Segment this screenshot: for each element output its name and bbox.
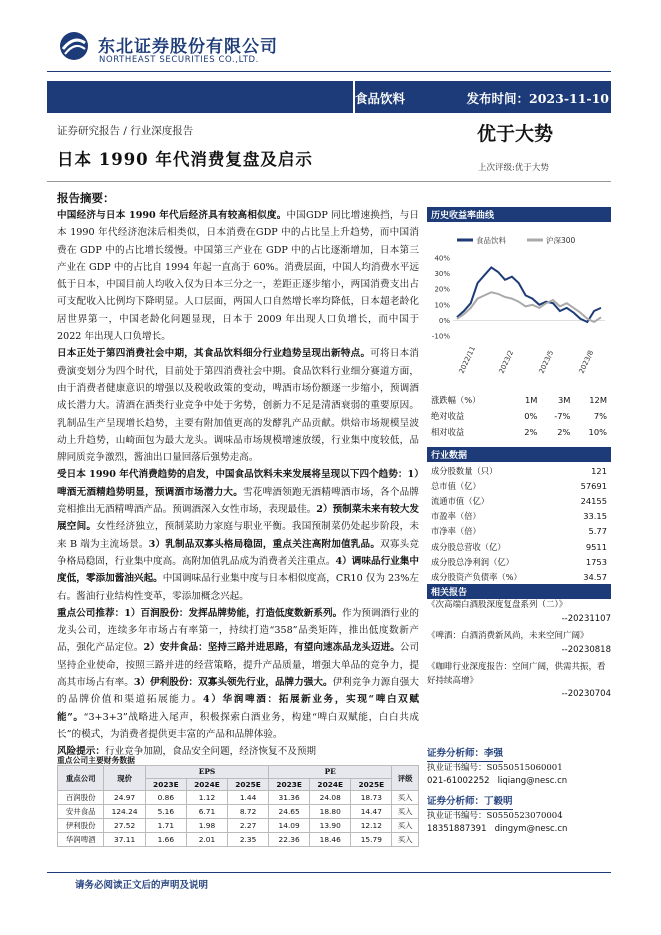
perf-value: 2% bbox=[524, 427, 538, 437]
market-data-row bbox=[429, 525, 609, 538]
fin-value: 22.36 bbox=[269, 833, 310, 847]
market-data-label: 成分股数量（只） bbox=[431, 465, 498, 476]
para-3-lead-d: 4）调味品行业集中度低，零添加酱油兴起。 bbox=[57, 555, 419, 585]
related-date: --20230704 bbox=[561, 689, 611, 699]
fin-value: 31.36 bbox=[269, 791, 310, 805]
para-4-lead-b: 2）安井食品：坚持三路并进思路，有望向速冻品龙头迈进。 bbox=[143, 642, 400, 654]
fin-col-rating: 评级 bbox=[392, 766, 419, 791]
para-4-lead-c: 3）伊利股份：双寡头领先行业，品牌力强大。 bbox=[133, 677, 333, 689]
fin-value: 18.46 bbox=[310, 833, 351, 847]
fin-value: 12.12 bbox=[351, 819, 392, 833]
y-tick-label: 30% bbox=[434, 270, 450, 279]
para-3-text-c: 双寡头竞争格局稳固，行业集中度高。高附加值乳品成为消费者关注重点。 bbox=[57, 538, 419, 567]
para-4-text-a: 作为预调酒行业的龙头公司，连续多年市场占有率第一，持续打造“358”品类矩阵，推出低度数新产品，强化产品定位。 bbox=[57, 607, 419, 654]
abstract-body bbox=[57, 207, 419, 761]
market-data-value: 121 bbox=[591, 465, 607, 476]
market-data-label: 成分股总营收（亿） bbox=[431, 541, 506, 552]
sector-label: 食品饮料 bbox=[354, 91, 405, 106]
fin-value: 14.09 bbox=[269, 819, 310, 833]
fin-row bbox=[58, 805, 419, 819]
x-tick-label: 2023/2 bbox=[497, 349, 516, 375]
fin-value: 37.11 bbox=[104, 833, 145, 847]
abstract-heading: 报告摘要： bbox=[57, 191, 115, 205]
perf-value: -7% bbox=[554, 411, 571, 421]
fin-value: 1.71 bbox=[145, 819, 186, 833]
fin-value: 13.90 bbox=[310, 819, 351, 833]
fin-col-company: 重点公司 bbox=[58, 766, 104, 791]
fin-value: 2.01 bbox=[186, 833, 227, 847]
para-3-text-d: 中国调味品行业集中度与日本相似度高，CR10 仅为 23%左右。酱油行业结构性变革，零添加概念兴起。 bbox=[57, 573, 419, 602]
fin-year: 2023E bbox=[145, 778, 186, 791]
analyst-name: 证券分析师：李强 bbox=[427, 748, 503, 762]
analyst-cert: 执业证书编号：S0550523070004 bbox=[427, 810, 563, 821]
perf-value: 2% bbox=[557, 427, 571, 437]
y-tick-label: 10% bbox=[434, 301, 450, 310]
related-title: 《次高端白酒股深度复盘系列（二）》 bbox=[427, 600, 568, 610]
x-tick-label: 2023/8 bbox=[577, 349, 596, 375]
fin-row bbox=[58, 791, 419, 805]
related-date: --20230818 bbox=[561, 644, 611, 655]
fin-value: 8.72 bbox=[228, 805, 269, 819]
x-tick-label: 2023/5 bbox=[537, 349, 556, 375]
market-data-row bbox=[429, 464, 609, 477]
publish-date: 发布时间：2023-11-10 bbox=[466, 91, 609, 106]
fin-rating: 买入 bbox=[392, 805, 419, 819]
fin-value: 18.73 bbox=[351, 791, 392, 805]
market-data-table bbox=[427, 462, 611, 586]
market-data-row bbox=[429, 494, 609, 507]
para-2-lead: 日本正处于第四消费社会中期，其食品饮料细分行业趋势呈现出新特点。 bbox=[57, 348, 371, 360]
related-heading: 相关报告 bbox=[427, 584, 611, 599]
footer-divider bbox=[47, 872, 611, 873]
market-data-title: 行业数据 bbox=[431, 451, 468, 461]
related-item[interactable] bbox=[427, 661, 611, 702]
fin-rating: 买入 bbox=[392, 833, 419, 847]
market-data-value: 34.57 bbox=[583, 571, 607, 582]
analyst-block-1 bbox=[427, 748, 611, 787]
abstract-para-1 bbox=[57, 207, 419, 345]
x-tick-label: 2022/11 bbox=[457, 345, 478, 375]
para-3-lead-c: 3）乳制品双寡头格局稳固，重点关注高附加值乳品。 bbox=[148, 538, 381, 550]
fin-company: 百润股份 bbox=[58, 791, 104, 805]
para-1-text: 中国GDP 同比增速换挡，与日本 1990 年代经济泡沫后相类似，日本消费在GDP 中的占比呈上升趋势，而中国消费在 GDP 中的占比增长缓慢。中国第三产业在 GDP 中的占比逐渐增加，日本第三产业在 GDP 中的占比自 1994 年起一直高于 60%。消费层面，中国人均消费水平远低于日本，中国目前人均收入仅为日本三分之一，差距正逐步缩小，两国消费支出占可支配收入比例均下降明显。人口层面，两国人口自然增长率均降低，日本超老龄化居世界第一，中国老龄化问题显现，日本于 2009 年出现人口负增长，而中国于 2022 年出现人口负增长。 bbox=[57, 210, 419, 343]
perf-header bbox=[429, 393, 609, 407]
y-tick-label: 20% bbox=[434, 285, 450, 294]
performance-table bbox=[427, 391, 611, 441]
rating: 优于大势 bbox=[477, 123, 554, 145]
perf-value: 7% bbox=[593, 411, 607, 421]
market-data-label: 成分股资产负债率（%） bbox=[431, 571, 522, 582]
market-data-row bbox=[429, 510, 609, 523]
fin-value: 18.80 bbox=[310, 805, 351, 819]
fin-company: 伊利股份 bbox=[58, 819, 104, 833]
market-data-heading bbox=[427, 447, 611, 462]
perf-value: 10% bbox=[588, 427, 607, 437]
return-chart bbox=[427, 228, 611, 383]
previous-rating: 上次评级:优于大势 bbox=[478, 163, 549, 173]
para-3-lead-b: 2）预制菜未来有较大发展空间。 bbox=[57, 504, 419, 533]
para-3-text-b: 女性经济独立，预制菜助力家庭与职业平衡。我国预制菜仍处起步阶段，未来 B 端为主流场景。 bbox=[57, 521, 419, 550]
financial-table bbox=[57, 765, 419, 847]
abstract-para-4 bbox=[57, 605, 419, 743]
related-title: 《咖啡行业深度报告：空间广阔，供需共振，看好持续高增》 bbox=[427, 662, 606, 686]
company-logo-icon bbox=[57, 31, 91, 61]
title-divider bbox=[47, 181, 611, 182]
market-data-row bbox=[429, 540, 609, 553]
market-data-label: 市盈率（倍） bbox=[431, 511, 481, 522]
abstract-para-2 bbox=[57, 345, 419, 466]
para-4-text-c: 伊利竞争力源自强大的品牌价值和渠道拓展能力。 bbox=[57, 677, 419, 706]
fin-value: 24.97 bbox=[104, 791, 145, 805]
fin-value: 124.24 bbox=[104, 805, 145, 819]
fin-header-row bbox=[58, 766, 419, 779]
related-item[interactable] bbox=[427, 630, 611, 657]
perf-label: 相对收益 bbox=[431, 427, 465, 437]
fin-value: 2.35 bbox=[228, 833, 269, 847]
market-data-label: 成分股总净利润（亿） bbox=[431, 556, 514, 567]
fin-value: 0.86 bbox=[145, 791, 186, 805]
analyst-cert: 执业证书编号：S0550515060001 bbox=[427, 762, 563, 773]
para-3-text-a: 雪花啤酒领跑无酒精啤酒市场，各个品牌竞相推出无酒精啤酒产品。预调酒深入女性市场，表现最佳。 bbox=[57, 486, 420, 516]
header-divider bbox=[47, 71, 611, 72]
market-data-row bbox=[429, 479, 609, 492]
breadcrumb: 证券研究报告 / 行业深度报告 bbox=[57, 125, 194, 137]
fin-value: 1.66 bbox=[145, 833, 186, 847]
perf-value: 0% bbox=[524, 411, 538, 421]
fin-row bbox=[58, 833, 419, 847]
perf-row bbox=[429, 409, 609, 423]
fin-col-price: 现价 bbox=[104, 766, 145, 791]
analyst-contact bbox=[427, 823, 611, 836]
footer-disclaimer[interactable]: 请务必阅读正文后的声明及说明 bbox=[75, 880, 209, 891]
fin-year: 2024E bbox=[186, 778, 227, 791]
series-line bbox=[457, 267, 601, 322]
market-data-value: 57691 bbox=[580, 480, 607, 491]
perf-head-label: 涨跌幅（%） bbox=[431, 395, 481, 405]
fin-value: 24.65 bbox=[269, 805, 310, 819]
market-data-row bbox=[429, 570, 609, 583]
para-4-lead-d: 4）华润啤酒：拓展新业务，实现“啤白双赋能”。 bbox=[57, 694, 420, 723]
market-data-label: 流通市值（亿） bbox=[431, 495, 490, 506]
fin-value: 27.52 bbox=[104, 819, 145, 833]
analyst-block-2 bbox=[427, 796, 611, 835]
y-tick-label: 0% bbox=[438, 316, 450, 325]
fin-value: 5.16 bbox=[145, 805, 186, 819]
market-data-value: 5.77 bbox=[588, 526, 607, 537]
market-data-value: 24155 bbox=[580, 495, 607, 506]
analyst-contact bbox=[427, 775, 611, 788]
related-date: --20231107 bbox=[561, 613, 611, 624]
fin-value: 1.12 bbox=[186, 791, 227, 805]
fin-year: 2025E bbox=[351, 778, 392, 791]
fin-year: 2024E bbox=[310, 778, 351, 791]
perf-head-12m: 12M bbox=[589, 395, 607, 405]
risk-text: 行业竞争加剧，食品安全问题，经济恢复不及预期 bbox=[104, 746, 317, 758]
para-4-lead: 重点公司推荐：1）百润股份：发挥品牌势能，打造低度数新系列。 bbox=[57, 607, 343, 619]
market-data-value: 9511 bbox=[585, 541, 607, 552]
para-1-lead: 中国经济与日本 1990 年代后经济具有较高相似度。 bbox=[57, 210, 287, 221]
fin-group-eps: EPS bbox=[145, 766, 268, 779]
legend-label: 食品饮料 bbox=[476, 236, 506, 245]
para-3-lead: 受日本 1990 年代消费趋势的启发，中国食品饮料未来发展将呈现以下四个趋势：1）啤酒无酒精趋势明显，预调酒市场潜力大。 bbox=[57, 469, 419, 498]
perf-head-3m: 3M bbox=[558, 395, 571, 405]
para-2-text: 可将日本消费演变划分为四个时代，目前处于第四消费社会中期。食品饮料行业细分赛道方面，由于消费者健康意识的增强以及税收政策的变动，啤酒市场份额逐一步缩小，预调酒成长潜力大。清酒在酒类行业竞争中处于劣势，创新力不足是清酒衰弱的重要原因。乳制品生产呈现增长趋势，主要有附加值更高的发酵乳产品贡献。烘焙市场规模呈波动上升趋势，山崎面包为最大龙头。调味品市场规模增速放缓，行业集中度较低，品牌同质竞争激烈，酱油出口量回落后强势走高。 bbox=[57, 348, 419, 464]
fin-year: 2025E bbox=[228, 778, 269, 791]
fin-value: 6.71 bbox=[186, 805, 227, 819]
market-data-label: 市净率（倍） bbox=[431, 526, 481, 537]
market-data-value: 1753 bbox=[585, 556, 607, 567]
company-name-en: NORTHEAST SECURITIES CO.,LTD. bbox=[99, 55, 259, 65]
fin-table-title: 重点公司主要财务数据 bbox=[57, 756, 135, 765]
perf-label: 绝对收益 bbox=[431, 411, 465, 421]
fin-value: 1.44 bbox=[228, 791, 269, 805]
fin-value: 15.79 bbox=[351, 833, 392, 847]
y-tick-label: -10% bbox=[431, 332, 450, 341]
perf-row bbox=[429, 425, 609, 439]
fin-year: 2023E bbox=[269, 778, 310, 791]
analyst-name: 证券分析师：丁毅明 bbox=[427, 796, 513, 810]
analyst-email[interactable]: liqiang@nesc.cn bbox=[497, 775, 568, 786]
y-tick-label: 40% bbox=[434, 254, 450, 263]
risk-label: 风险提示： bbox=[57, 746, 105, 758]
related-title: 《啤酒：白酒消费新风尚，未来空间广阔》 bbox=[427, 631, 589, 641]
analyst-phone: 18351887391 bbox=[427, 823, 487, 834]
related-reports bbox=[427, 599, 611, 702]
company-name-cn: 东北证券股份有限公司 bbox=[98, 37, 278, 57]
related-item[interactable] bbox=[427, 599, 611, 626]
fin-value: 14.47 bbox=[351, 805, 392, 819]
para-4-text-b: 公司坚持企业使命，按照三路并进的经营策略，提升产品质量，增强大单品的竞争力，提高其市场占有率。 bbox=[57, 642, 420, 689]
fin-company: 华润啤酒 bbox=[58, 833, 104, 847]
fin-company: 安井食品 bbox=[58, 805, 104, 819]
header-band-left bbox=[47, 81, 355, 113]
fin-rating: 买入 bbox=[392, 819, 419, 833]
report-title: 日本 1990 年代消费复盘及启示 bbox=[57, 150, 313, 169]
perf-head-1m: 1M bbox=[525, 395, 538, 405]
fin-value: 1.98 bbox=[186, 819, 227, 833]
analyst-phone: 021-61002252 bbox=[427, 775, 490, 786]
legend-label: 沪深300 bbox=[546, 236, 576, 245]
fin-value: 24.08 bbox=[310, 791, 351, 805]
market-data-value: 33.15 bbox=[583, 511, 607, 522]
fin-group-pe: PE bbox=[269, 766, 392, 779]
chart-heading: 历史收益率曲线 bbox=[427, 207, 611, 222]
market-data-row bbox=[429, 555, 609, 568]
para-4-text-d: “3+3+3”战略进入尾声，积极探索白酒业务，构建“啤白双赋能，白白共成长”的模式，为消费者提供更丰富的产品和品牌体验。 bbox=[57, 711, 419, 740]
fin-rating: 买入 bbox=[392, 791, 419, 805]
fin-value: 2.27 bbox=[228, 819, 269, 833]
abstract-para-3 bbox=[57, 466, 419, 604]
fin-row bbox=[58, 819, 419, 833]
market-data-label: 总市值（亿） bbox=[431, 480, 481, 491]
analyst-email[interactable]: dingym@nesc.cn bbox=[494, 823, 568, 834]
